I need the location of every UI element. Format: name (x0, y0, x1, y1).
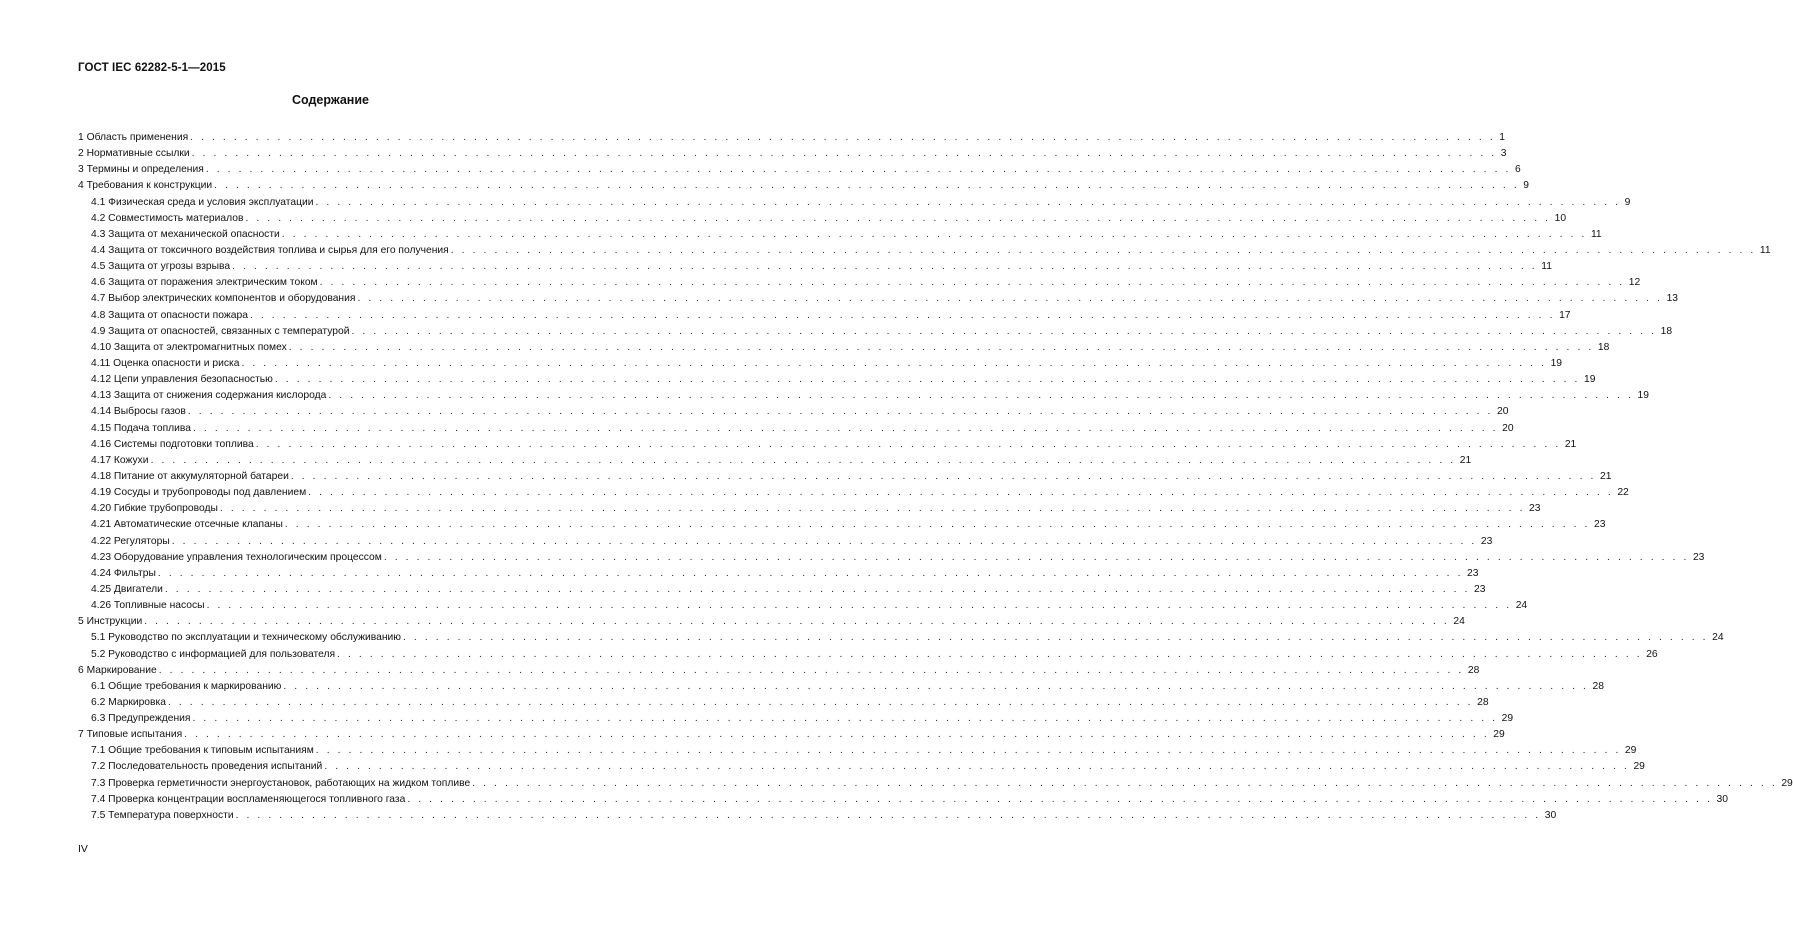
toc-leader-dots: . . . . . . . . . . . . . . . . . . . . . . . . . . . . . . . . . . . . . . . . . . . . . . . . . . . . . . . . . . . . . . . . . . . . . . . . . . . . . . . . . . . . . . . . . . . . . . . . . . . . . . . . . . . . . . . . . . . . . . . . (255, 438, 1561, 450)
toc-entry-page: 23 (1692, 551, 1705, 563)
toc-entry-page: 30 (1544, 809, 1557, 821)
toc-entry-label: 4.19 Сосуды и трубопроводы под давлением (91, 487, 307, 499)
toc-entry-label: 1 Область применения (78, 132, 189, 143)
toc-entry-label: 4 Требования к конструкции (78, 180, 213, 192)
toc-entry[interactable] (78, 259, 1552, 275)
toc-entry-page: 19 (1584, 374, 1596, 386)
toc-entry[interactable] (78, 388, 1649, 404)
toc-entry-page: 19 (1550, 357, 1563, 369)
toc-entry[interactable] (78, 630, 1724, 646)
toc-entry[interactable] (78, 501, 1541, 517)
toc-entry-page: 29 (1633, 761, 1645, 773)
toc-entry-page: 19 (1637, 390, 1649, 402)
toc-leader-dots: . . . . . . . . . . . . . . . . . . . . . . . . . . . . . . . . . . . . . . . . . . . . . . . . . . . . . . . . . . . . . . . . . . . . . . . . . . . . . . . . . . . . . . . . . . . . . . . . . . . . . . . . . . . . . . . . . . . . . . . . (357, 293, 1663, 305)
toc-entry-label: 2 Нормативные ссылки (78, 148, 190, 160)
toc-entry-label: 4.20 Гибкие трубопроводы (91, 503, 218, 515)
toc-entry[interactable] (78, 211, 1567, 227)
toc-leader-dots: . . . . . . . . . . . . . . . . . . . . . . . . . . . . . . . . . . . . . . . . . . . . . . . . . . . . . . . . . . . . . . . . . . . . . . . . . . . . . . . . . . . . . . . . . . . . . . . . . . . . . . . . . . . . . . . . . . . . . . . . (274, 374, 1581, 386)
toc-entry[interactable] (78, 695, 1489, 711)
toc-leader-dots: . . . . . . . . . . . . . . . . . . . . . . . . . . . . . . . . . . . . . . . . . . . . . . . . . . . . . . . . . . . . . . . . . . . . . . . . . . . . . . . . . . . . . . . . . . . . . . . . . . . . . . . . . . . . . . . . . . . . . . . . (184, 729, 1490, 741)
toc-entry-label: 4.13 Защита от снижения содержания кислорода (91, 390, 327, 402)
toc-leader-dots: . . . . . . . . . . . . . . . . . . . . . . . . . . . . . . . . . . . . . . . . . . . . . . . . . . . . . . . . . . . . . . . . . . . . . . . . . . . . . . . . . . . . . . . . . . . . . . . . . . . . . . . . . . . . . . . . . . . . . . . . (351, 325, 1657, 337)
toc-entry-page: 28 (1467, 664, 1480, 676)
toc-entry-page: 23 (1480, 535, 1493, 547)
toc-entry[interactable] (78, 372, 1596, 388)
toc-entry-page: 21 (1599, 470, 1612, 482)
toc-leader-dots: . . . . . . . . . . . . . . . . . . . . . . . . . . . . . . . . . . . . . . . . . . . . . . . . . . . . . . . . . . . . . . . . . . . . . . . . . . . . . . . . . . . . . . . . . . . . . . . . . . . . . . . . . . . . . . . . . . . . . . . . (245, 212, 1551, 224)
toc-entry-page: 30 (1716, 793, 1728, 805)
toc-entry-page: 6 (1514, 164, 1521, 176)
toc-title: Содержание (291, 93, 369, 107)
toc-entry-label: 4.26 Топливные насосы (91, 600, 205, 612)
toc-leader-dots: . . . . . . . . . . . . . . . . . . . . . . . . . . . . . . . . . . . . . . . . . . . . . . . . . . . . . . . . . . . . . . . . . . . . . . . . . . . . . . . . . . . . . . . . . . . . . . . . . . . . . . . . . . . . . . . . . . . . . . . . (167, 696, 1474, 708)
toc-entry[interactable] (78, 340, 1610, 356)
toc-entry-label: 4.7 Выбор электрических компонентов и оборудования (91, 293, 356, 305)
toc-entry-label: 7.1 Общие требования к типовым испытаниям (91, 745, 314, 757)
toc-entry-page: 1 (1499, 132, 1506, 143)
toc-entry[interactable] (78, 808, 1557, 824)
toc-entry-label: 4.16 Системы подготовки топлива (91, 438, 254, 450)
toc-entry-page: 3 (1500, 148, 1507, 160)
toc-entry-page: 28 (1592, 680, 1604, 692)
toc-entry-label: 7.4 Проверка концентрации воспламеняющегося топливного газа (91, 793, 406, 805)
toc-entry-label: 4.17 Кожухи (91, 454, 149, 466)
toc-entry[interactable] (78, 566, 1479, 582)
toc-leader-dots: . . . . . . . . . . . . . . . . . . . . . . . . . . . . . . . . . . . . . . . . . . . . . . . . . . . . . . . . . . . . . . . . . . . . . . . . . . . . . . . . . . . . . . . . . . . . . . . . . . . . . . . . . . . . . . . . . . . . . . . . (450, 244, 1756, 256)
toc-entry[interactable] (78, 146, 1507, 162)
toc-leader-dots: . . . . . . . . . . . . . . . . . . . . . . . . . . . . . . . . . . . . . . . . . . . . . . . . . . . . . . . . . . . . . . . . . . . . . . . . . . . . . . . . . . . . . . . . . . . . . . . . . . . . . . . . . . . . . . . . . . . . . . . . (157, 567, 1464, 579)
toc-entry[interactable] (78, 534, 1493, 550)
toc-leader-dots: . . . . . . . . . . . . . . . . . . . . . . . . . . . . . . . . . . . . . . . . . . . . . . . . . . . . . . . . . . . . . . . . . . . . . . . . . . . . . . . . . . . . . . . . . . . . . . . . . . . . . . . . . . . . . . . . . . . . . . . . (315, 196, 1621, 208)
toc-leader-dots: . . . . . . . . . . . . . . . . . . . . . . . . . . . . . . . . . . . . . . . . . . . . . . . . . . . . . . . . . . . . . . . . . . . . . . . . . . . . . . . . . . . . . . . . . . . . . . . . . . . . . . . . . . . . . . . . . . . . . . . . (328, 390, 1634, 402)
toc-leader-dots: . . . . . . . . . . . . . . . . . . . . . . . . . . . . . . . . . . . . . . . . . . . . . . . . . . . . . . . . . . . . . . . . . . . . . . . . . . . . . . . . . . . . . . . . . . . . . . . . . . . . . . . . . . . . . . . . . . . . . . . . (403, 632, 1709, 644)
toc-entry-page: 24 (1515, 600, 1528, 612)
toc-entry[interactable] (78, 291, 1679, 307)
toc-entry-label: 4.2 Совместимость материалов (91, 212, 244, 224)
toc-entry-page: 11 (1541, 261, 1552, 273)
toc-entry-page: 12 (1628, 277, 1641, 289)
toc-entry-page: 20 (1502, 422, 1514, 434)
toc-entry[interactable] (78, 582, 1486, 598)
toc-entry-label: 4.9 Защита от опасностей, связанных с температурой (91, 325, 350, 337)
toc-entry-page: 23 (1529, 503, 1541, 515)
toc-entry-label: 7.5 Температура поверхности (91, 809, 234, 821)
toc-entry-label: 4.14 Выбросы газов (91, 406, 186, 418)
toc-entry-page: 18 (1660, 325, 1673, 337)
toc-entry-page: 20 (1497, 406, 1509, 418)
toc-entry-page: 23 (1467, 567, 1479, 579)
toc-leader-dots: . . . . . . . . . . . . . . . . . . . . . . . . . . . . . . . . . . . . . . . . . . . . . . . . . . . . . . . . . . . . . . . . . . . . . . . . . . . . . . . . . . . . . . . . . . . . . . . . . . . . . . . . . . . . . . . . . . . . . . . . (193, 422, 1499, 434)
table-of-contents (78, 130, 1793, 824)
toc-entry-label: 6.1 Общие требования к маркированию (91, 680, 282, 692)
toc-leader-dots: . . . . . . . . . . . . . . . . . . . . . . . . . . . . . . . . . . . . . . . . . . . . . . . . . . . . . . . . . . . . . . . . . . . . . . . . . . . . . . . . . . . . . . . . . . . . . . . . . . . . . . . . . . . . . . . . . . . . . . . . (281, 228, 1587, 240)
toc-leader-dots: . . . . . . . . . . . . . . . . . . . . . . . . . . . . . . . . . . . . . . . . . . . . . . . . . . . . . . . . . . . . . . . . . . . . . . . . . . . . . . . . . . . . . . . . . . . . . . . . . . . . . . . . . . . . . . . . . . . . . . . . (187, 406, 1494, 418)
toc-leader-dots: . . . . . . . . . . . . . . . . . . . . . . . . . . . . . . . . . . . . . . . . . . . . . . . . . . . . . . . . . . . . . . . . . . . . . . . . . . . . . . . . . . . . . . . . . . . . . . . . . . . . . . . . . . . . . . . . . . . . . . . . (407, 793, 1713, 805)
toc-entry[interactable] (78, 550, 1705, 566)
toc-entry[interactable] (78, 711, 1514, 727)
toc-entry[interactable] (78, 485, 1629, 501)
toc-entry-label: 6.2 Маркировка (91, 696, 166, 708)
toc-leader-dots: . . . . . . . . . . . . . . . . . . . . . . . . . . . . . . . . . . . . . . . . . . . . . . . . . . . . . . . . . . . . . . . . . . . . . . . . . . . . . . . . . . . . . . . . . . . . . . . . . . . . . . . . . . . . . . . . . . . . . . . . (144, 616, 1450, 628)
toc-leader-dots: . . . . . . . . . . . . . . . . . . . . . . . . . . . . . . . . . . . . . . . . . . . . . . . . . . . . . . . . . . . . . . . . . . . . . . . . . . . . . . . . . . . . . . . . . . . . . . . . . . . . . . . . . . . . . . . . . . . . . . . . (192, 713, 1498, 725)
toc-entry[interactable] (78, 727, 1505, 743)
toc-entry-label: 4.10 Защита от электромагнитных помех (91, 341, 287, 353)
toc-leader-dots: . . . . . . . . . . . . . . . . . . . . . . . . . . . . . . . . . . . . . . . . . . . . . . . . . . . . . . . . . . . . . . . . . . . . . . . . . . . . . . . . . . . . . . . . . . . . . . . . . . . . . . . . . . . . . . . . . . . . . . . . (290, 470, 1596, 482)
toc-entry-label: 5.2 Руководство с информацией для пользователя (91, 648, 336, 660)
toc-entry[interactable] (78, 469, 1612, 485)
toc-entry-page: 10 (1554, 212, 1567, 224)
toc-entry[interactable] (78, 275, 1641, 291)
toc-entry[interactable] (78, 243, 1771, 259)
toc-leader-dots: . . . . . . . . . . . . . . . . . . . . . . . . . . . . . . . . . . . . . . . . . . . . . . . . . . . . . . . . . . . . . . . . . . . . . . . . . . . . . . . . . . . . . . . . . . . . . . . . . . . . . . . . . . . . . . . . . . . . . . . . (319, 277, 1625, 289)
toc-entry-page: 17 (1559, 309, 1571, 321)
toc-entry-label: 4.23 Оборудование управления технологическим процессом (91, 551, 382, 563)
toc-entry[interactable] (78, 178, 1530, 194)
toc-entry-label: 5 Инструкции (78, 616, 143, 628)
toc-entry-page: 21 (1564, 438, 1577, 450)
toc-entry-label: 4.18 Питание от аккумуляторной батареи (91, 470, 289, 482)
toc-entry[interactable] (78, 227, 1602, 243)
toc-leader-dots: . . . . . . . . . . . . . . . . . . . . . . . . . . . . . . . . . . . . . . . . . . . . . . . . . . . . . . . . . . . . . . . . . . . . . . . . . . . . . . . . . . . . . . . . . . . . . . . . . . . . . . . . . . . . . . . . . . . . . . . . (190, 132, 1496, 143)
toc-leader-dots: . . . . . . . . . . . . . . . . . . . . . . . . . . . . . . . . . . . . . . . . . . . . . . . . . . . . . . . . . . . . . . . . . . . . . . . . . . . . . . . . . . . . . . . . . . . . . . . . . . . . . . . . . . . . . . . . . . . . . . . . (315, 745, 1621, 757)
toc-entry-label: 4.8 Защита от опасности пожара (91, 309, 248, 321)
toc-entry-label: 4.15 Подача топлива (91, 422, 192, 434)
toc-entry[interactable] (78, 437, 1577, 453)
toc-entry-label: 6.3 Предупреждения (91, 713, 191, 725)
toc-leader-dots: . . . . . . . . . . . . . . . . . . . . . . . . . . . . . . . . . . . . . . . . . . . . . . . . . . . . . . . . . . . . . . . . . . . . . . . . . . . . . . . . . . . . . . . . . . . . . . . . . . . . . . . . . . . . . . . . . . . . . . . . (191, 148, 1497, 160)
toc-entry-label: 7 Типовые испытания (78, 729, 183, 741)
toc-entry[interactable] (78, 404, 1509, 420)
toc-entry[interactable] (78, 324, 1673, 340)
toc-entry-label: 7.2 Последовательность проведения испытаний (91, 761, 323, 773)
toc-entry-page: 24 (1453, 616, 1465, 628)
toc-leader-dots: . . . . . . . . . . . . . . . . . . . . . . . . . . . . . . . . . . . . . . . . . . . . . . . . . . . . . . . . . . . . . . . . . . . . . . . . . . . . . . . . . . . . . . . . . . . . . . . . . . . . . . . . . . . . . . . . . . . . . . . . (241, 357, 1547, 369)
toc-leader-dots: . . . . . . . . . . . . . . . . . . . . . . . . . . . . . . . . . . . . . . . . . . . . . . . . . . . . . . . . . . . . . . . . . . . . . . . . . . . . . . . . . . . . . . . . . . . . . . . . . . . . . . . . . . . . . . . . . . . . . . . . (324, 761, 1630, 773)
toc-entry[interactable] (78, 421, 1514, 437)
toc-entry-page: 13 (1666, 293, 1679, 305)
toc-leader-dots: . . . . . . . . . . . . . . . . . . . . . . . . . . . . . . . . . . . . . . . . . . . . . . . . . . . . . . . . . . . . . . . . . . . . . . . . . . . . . . . . . . . . . . . . . . . . . . . . . . . . . . . . . . . . . . . . . . . . . . . . (171, 535, 1477, 547)
toc-entry-page: 9 (1523, 180, 1530, 192)
toc-entry-label: 4.1 Физическая среда и условия эксплуатации (91, 196, 314, 208)
document-code: ГОСТ IEC 62282-5-1—2015 (78, 62, 226, 74)
toc-entry-page: 23 (1594, 519, 1606, 531)
toc-entry[interactable] (78, 743, 1637, 759)
toc-leader-dots: . . . . . . . . . . . . . . . . . . . . . . . . . . . . . . . . . . . . . . . . . . . . . . . . . . . . . . . . . . . . . . . . . . . . . . . . . . . . . . . . . . . . . . . . . . . . . . . . . . . . . . . . . . . . . . . . . . . . . . . . (308, 487, 1614, 499)
toc-leader-dots: . . . . . . . . . . . . . . . . . . . . . . . . . . . . . . . . . . . . . . . . . . . . . . . . . . . . . . . . . . . . . . . . . . . . . . . . . . . . . . . . . . . . . . . . . . . . . . . . . . . . . . . . . . . . . . . . . . . . . . . . (472, 777, 1778, 789)
toc-entry[interactable] (78, 614, 1465, 630)
toc-leader-dots: . . . . . . . . . . . . . . . . . . . . . . . . . . . . . . . . . . . . . . . . . . . . . . . . . . . . . . . . . . . . . . . . . . . . . . . . . . . . . . . . . . . . . . . . . . . . . . . . . . . . . . . . . . . . . . . . . . . . . . . . (284, 519, 1591, 531)
toc-entry-page: 9 (1624, 196, 1631, 208)
toc-entry-page: 11 (1590, 228, 1602, 240)
toc-leader-dots: . . . . . . . . . . . . . . . . . . . . . . . . . . . . . . . . . . . . . . . . . . . . . . . . . . . . . . . . . . . . . . . . . . . . . . . . . . . . . . . . . . . . . . . . . . . . . . . . . . . . . . . . . . . . . . . . . . . . . . . . (383, 551, 1689, 563)
toc-entry[interactable] (78, 162, 1521, 178)
toc-entry-page: 26 (1646, 648, 1658, 660)
toc-entry-page: 24 (1712, 632, 1724, 644)
toc-entry[interactable] (78, 792, 1728, 808)
toc-leader-dots: . . . . . . . . . . . . . . . . . . . . . . . . . . . . . . . . . . . . . . . . . . . . . . . . . . . . . . . . . . . . . . . . . . . . . . . . . . . . . . . . . . . . . . . . . . . . . . . . . . . . . . . . . . . . . . . . . . . . . . . . (219, 503, 1526, 515)
toc-leader-dots: . . . . . . . . . . . . . . . . . . . . . . . . . . . . . . . . . . . . . . . . . . . . . . . . . . . . . . . . . . . . . . . . . . . . . . . . . . . . . . . . . . . . . . . . . . . . . . . . . . . . . . . . . . . . . . . . . . . . . . . . (214, 180, 1520, 192)
toc-leader-dots: . . . . . . . . . . . . . . . . . . . . . . . . . . . . . . . . . . . . . . . . . . . . . . . . . . . . . . . . . . . . . . . . . . . . . . . . . . . . . . . . . . . . . . . . . . . . . . . . . . . . . . . . . . . . . . . . . . . . . . . . (158, 664, 1464, 676)
toc-entry-label: 4.25 Двигатели (91, 583, 163, 595)
toc-entry[interactable] (78, 517, 1606, 533)
toc-entry-page: 29 (1781, 777, 1793, 789)
page-number: IV (78, 843, 88, 855)
toc-entry[interactable] (78, 356, 1563, 372)
toc-entry-page: 11 (1759, 244, 1771, 256)
toc-leader-dots: . . . . . . . . . . . . . . . . . . . . . . . . . . . . . . . . . . . . . . . . . . . . . . . . . . . . . . . . . . . . . . . . . . . . . . . . . . . . . . . . . . . . . . . . . . . . . . . . . . . . . . . . . . . . . . . . . . . . . . . . (337, 648, 1643, 660)
toc-entry[interactable] (78, 308, 1571, 324)
toc-entry-label: 4.4 Защита от токсичного воздействия топлива и сырья для его получения (91, 244, 449, 256)
toc-leader-dots: . . . . . . . . . . . . . . . . . . . . . . . . . . . . . . . . . . . . . . . . . . . . . . . . . . . . . . . . . . . . . . . . . . . . . . . . . . . . . . . . . . . . . . . . . . . . . . . . . . . . . . . . . . . . . . . . . . . . . . . . (288, 341, 1594, 353)
toc-leader-dots: . . . . . . . . . . . . . . . . . . . . . . . . . . . . . . . . . . . . . . . . . . . . . . . . . . . . . . . . . . . . . . . . . . . . . . . . . . . . . . . . . . . . . . . . . . . . . . . . . . . . . . . . . . . . . . . . . . . . . . . . (249, 309, 1556, 321)
toc-entry-label: 4.11 Оценка опасности и риска (91, 357, 240, 369)
toc-entry[interactable] (78, 759, 1645, 775)
toc-entry-label: 3 Термины и определения (78, 164, 204, 176)
toc-entry-page: 22 (1617, 487, 1629, 499)
toc-entry[interactable] (78, 776, 1793, 792)
toc-entry-page: 18 (1597, 341, 1610, 353)
toc-entry[interactable] (78, 679, 1604, 695)
toc-entry-page: 29 (1501, 713, 1514, 725)
toc-entry-page: 28 (1477, 696, 1489, 708)
toc-leader-dots: . . . . . . . . . . . . . . . . . . . . . . . . . . . . . . . . . . . . . . . . . . . . . . . . . . . . . . . . . . . . . . . . . . . . . . . . . . . . . . . . . . . . . . . . . . . . . . . . . . . . . . . . . . . . . . . . . . . . . . . . (150, 454, 1456, 466)
toc-entry[interactable] (78, 195, 1631, 211)
toc-entry-label: 4.21 Автоматические отсечные клапаны (91, 519, 283, 531)
toc-entry-label: 4.12 Цепи управления безопасностью (91, 374, 273, 386)
toc-entry-label: 7.3 Проверка герметичности энергоустановок, работающих на жидком топливе (91, 777, 471, 789)
toc-entry-label: 5.1 Руководство по эксплуатации и техническому обслуживанию (91, 632, 402, 644)
toc-entry[interactable] (78, 130, 1506, 146)
toc-entry-label: 4.6 Защита от поражения электрическим током (91, 277, 318, 289)
toc-entry-label: 4.22 Регуляторы (91, 535, 170, 547)
toc-entry-page: 23 (1474, 583, 1486, 595)
toc-leader-dots: . . . . . . . . . . . . . . . . . . . . . . . . . . . . . . . . . . . . . . . . . . . . . . . . . . . . . . . . . . . . . . . . . . . . . . . . . . . . . . . . . . . . . . . . . . . . . . . . . . . . . . . . . . . . . . . . . . . . . . . . (205, 164, 1511, 176)
toc-leader-dots: . . . . . . . . . . . . . . . . . . . . . . . . . . . . . . . . . . . . . . . . . . . . . . . . . . . . . . . . . . . . . . . . . . . . . . . . . . . . . . . . . . . . . . . . . . . . . . . . . . . . . . . . . . . . . . . . . . . . . . . . (283, 680, 1589, 692)
toc-entry[interactable] (78, 453, 1472, 469)
toc-leader-dots: . . . . . . . . . . . . . . . . . . . . . . . . . . . . . . . . . . . . . . . . . . . . . . . . . . . . . . . . . . . . . . . . . . . . . . . . . . . . . . . . . . . . . . . . . . . . . . . . . . . . . . . . . . . . . . . . . . . . . . . . (164, 583, 1471, 595)
toc-entry[interactable] (78, 647, 1658, 663)
toc-entry[interactable] (78, 663, 1480, 679)
toc-entry-page: 29 (1624, 745, 1637, 757)
toc-entry-label: 4.5 Защита от угрозы взрыва (91, 261, 231, 273)
toc-entry-page: 21 (1459, 454, 1472, 466)
toc-entry-label: 6 Маркирование (78, 664, 157, 676)
toc-leader-dots: . . . . . . . . . . . . . . . . . . . . . . . . . . . . . . . . . . . . . . . . . . . . . . . . . . . . . . . . . . . . . . . . . . . . . . . . . . . . . . . . . . . . . . . . . . . . . . . . . . . . . . . . . . . . . . . . . . . . . . . . (235, 809, 1541, 821)
toc-entry[interactable] (78, 598, 1528, 614)
toc-leader-dots: . . . . . . . . . . . . . . . . . . . . . . . . . . . . . . . . . . . . . . . . . . . . . . . . . . . . . . . . . . . . . . . . . . . . . . . . . . . . . . . . . . . . . . . . . . . . . . . . . . . . . . . . . . . . . . . . . . . . . . . . (232, 261, 1538, 273)
toc-leader-dots: . . . . . . . . . . . . . . . . . . . . . . . . . . . . . . . . . . . . . . . . . . . . . . . . . . . . . . . . . . . . . . . . . . . . . . . . . . . . . . . . . . . . . . . . . . . . . . . . . . . . . . . . . . . . . . . . . . . . . . . . (206, 600, 1512, 612)
toc-entry-label: 4.3 Защита от механической опасности (91, 228, 280, 240)
toc-entry-label: 4.24 Фильтры (91, 567, 156, 579)
toc-entry-page: 29 (1493, 729, 1505, 741)
